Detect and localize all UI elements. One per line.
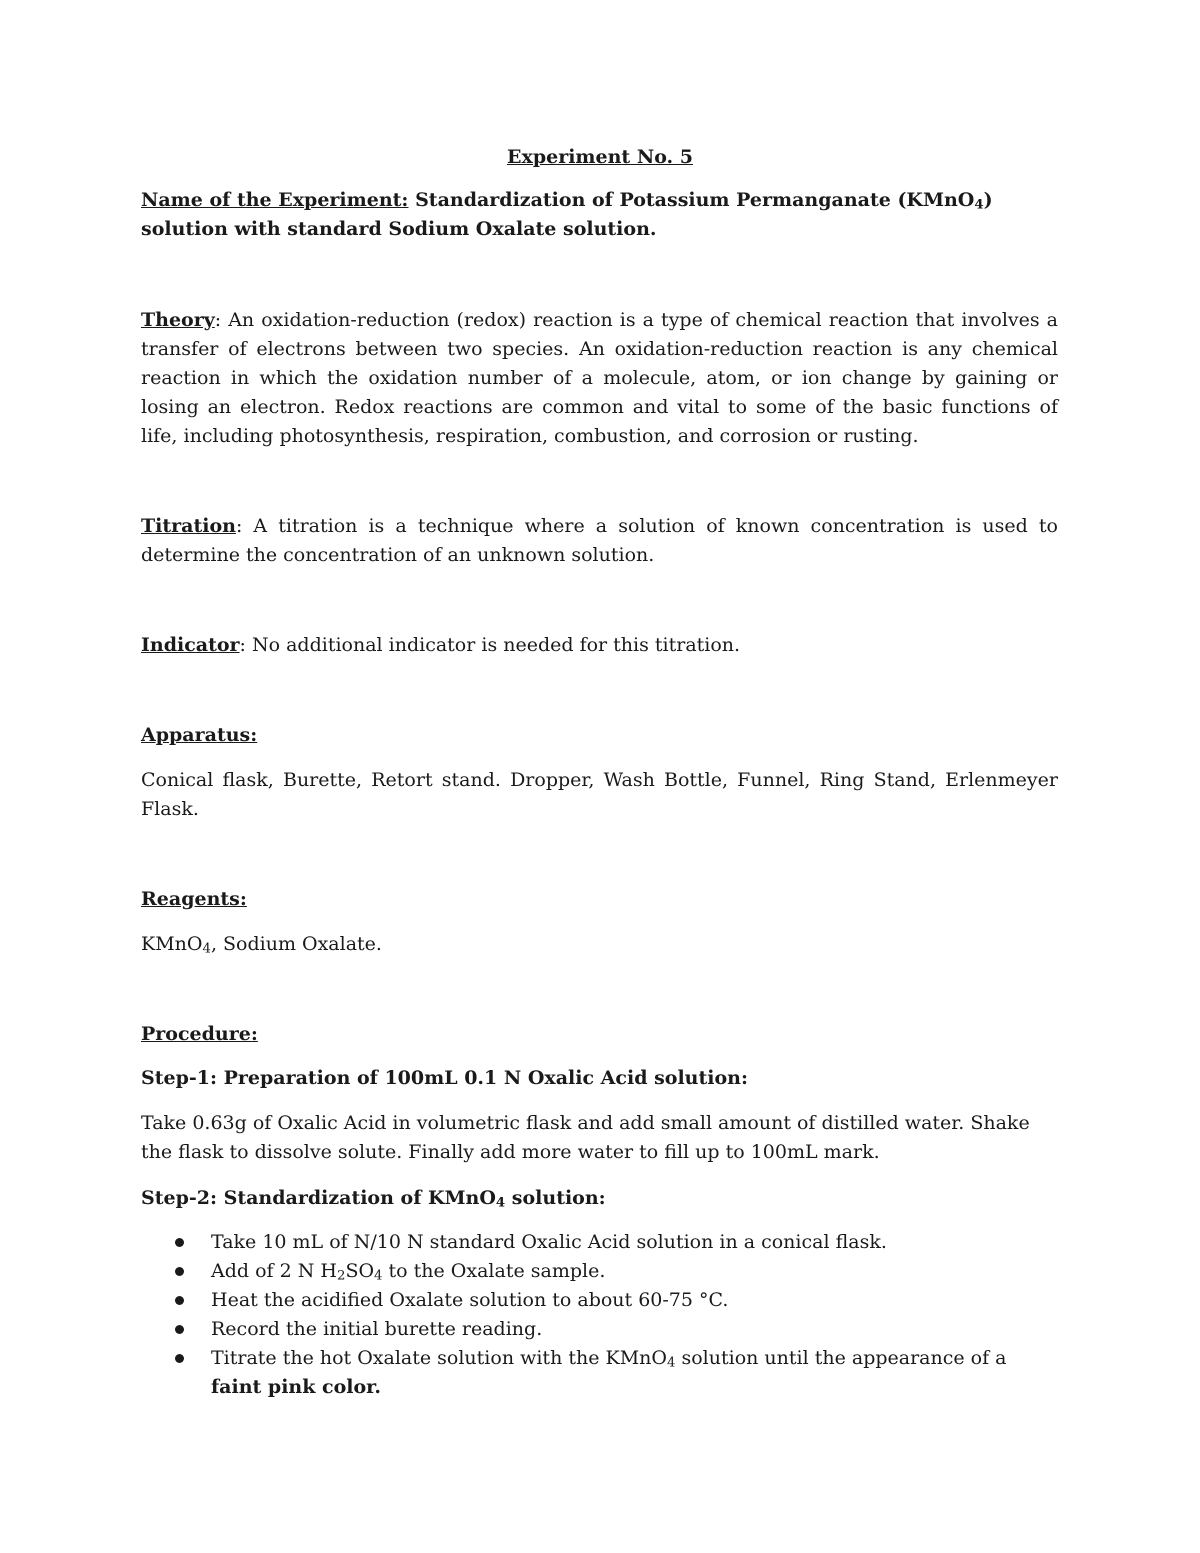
list-item-text-b: SO [345, 1260, 375, 1282]
procedure-heading: Procedure: [141, 1023, 258, 1045]
experiment-name [141, 186, 1058, 244]
step1-text: Take 0.63g of Oxalic Acid in volumetric flask and add small amount of distilled water. Shake the flask to dissolve solute. Finally add more water to fill up to 100mL mark. [141, 1112, 1030, 1163]
reagents-text-b: , Sodium Oxalate. [210, 933, 382, 955]
bullet-icon [175, 1238, 184, 1247]
step2-heading [141, 1184, 1058, 1213]
list-item-sub: 2 [336, 1268, 346, 1284]
step2-heading-a: Step-2: Standardization of KMnO [141, 1187, 496, 1209]
titration-label: Titration [141, 515, 236, 537]
step1-heading: Step-1: Preparation of 100mL 0.1 N Oxalic Acid solution: [141, 1067, 748, 1089]
list-item-text-a: Titrate the hot Oxalate solution with the KMnO [211, 1347, 667, 1369]
list-item-text-c: to the Oxalate sample. [382, 1260, 606, 1282]
bullet-icon [175, 1325, 184, 1334]
page-title: Experiment No. 5 [507, 146, 693, 168]
theory-label: Theory [141, 309, 215, 331]
bullet-icon [175, 1267, 184, 1276]
reagents-text [141, 930, 1058, 959]
titration-text: : A titration is a technique where a solution of known concentration is used to determine the concentration of an unknown solution. [141, 515, 1058, 566]
reagents-text-a: KMnO [141, 933, 203, 955]
indicator-label: Indicator [141, 634, 240, 656]
list-item-text-a: Add of 2 N H [211, 1260, 337, 1282]
apparatus-heading: Apparatus: [141, 724, 258, 746]
list-item [141, 1228, 1058, 1257]
list-item-text: Heat the acidified Oxalate solution to about 60-75 °C. [211, 1289, 729, 1311]
step2-heading-b: solution: [505, 1187, 606, 1209]
list-item [141, 1257, 1058, 1286]
titration-paragraph [141, 512, 1058, 570]
experiment-name-text-a: Standardization of Potassium Permanganate (KMnO [408, 189, 975, 211]
reagents-heading: Reagents: [141, 888, 247, 910]
bullet-icon [175, 1354, 184, 1363]
list-item [141, 1286, 1058, 1315]
experiment-name-sub: 4 [974, 197, 984, 213]
list-item-bold: faint pink color. [211, 1376, 382, 1398]
experiment-name-label: Name of the Experiment: [141, 189, 409, 211]
indicator-paragraph [141, 631, 1058, 660]
list-item [141, 1344, 1058, 1402]
theory-text: : An oxidation-reduction (redox) reaction is a type of chemical reaction that involves a transfer of electrons between two species. An oxidation-reduction reaction is any chemical reaction in which the oxidation number of a molecule, atom, or ion change by gaining or losing an electron. Redox reactions are common and vital to some of the basic functions of life, including photosynthesis, respiration, combustion, and corrosion or rusting. [141, 309, 1058, 447]
experiment-name-text-b: ) solution with standard Sodium Oxalate solution. [141, 189, 993, 240]
theory-paragraph [141, 306, 1058, 451]
list-item [141, 1315, 1058, 1344]
bullet-icon [175, 1296, 184, 1305]
list-item-sub: 4 [374, 1268, 383, 1284]
step2-heading-sub: 4 [495, 1195, 506, 1211]
reagents-sub: 4 [202, 941, 211, 957]
list-item-text: Record the initial burette reading. [211, 1318, 543, 1340]
list-item-sub: 4 [666, 1355, 676, 1371]
apparatus-text: Conical flask, Burette, Retort stand. Dropper, Wash Bottle, Funnel, Ring Stand, Erlenmeyer Flask. [141, 769, 1058, 820]
indicator-text: : No additional indicator is needed for this titration. [239, 634, 741, 656]
list-item-text: Take 10 mL of N/10 N standard Oxalic Acid solution in a conical flask. [211, 1231, 887, 1253]
list-item-text-b: solution until the appearance of a [675, 1347, 1007, 1369]
step2-list [141, 1228, 1058, 1402]
